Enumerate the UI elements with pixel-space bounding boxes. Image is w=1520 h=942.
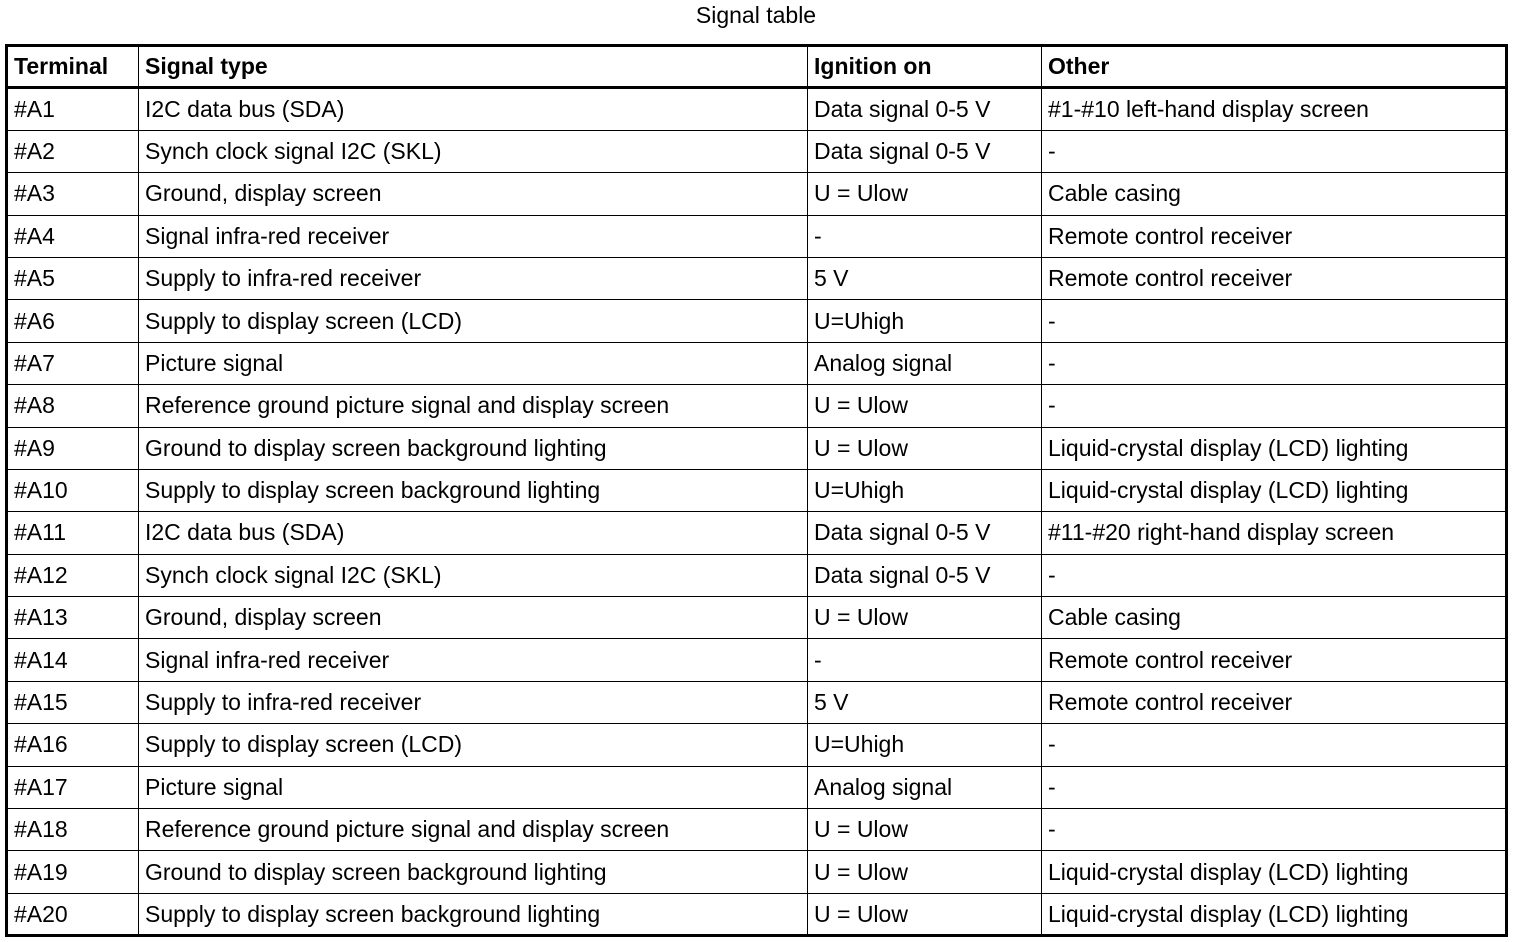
terminal-cell: #A7 [7,342,139,384]
ignition-on-cell: Data signal 0-5 V [808,512,1042,554]
terminal-cell: #A2 [7,130,139,172]
ignition-on-cell: U = Ulow [808,809,1042,851]
other-cell: Cable casing [1042,173,1507,215]
other-cell: Liquid-crystal display (LCD) lighting [1042,893,1507,935]
terminal-cell: #A4 [7,215,139,257]
table-row [7,554,1507,596]
terminal-cell: #A8 [7,385,139,427]
ignition-on-cell: - [808,639,1042,681]
terminal-cell: #A17 [7,766,139,808]
other-cell: - [1042,342,1507,384]
table-row [7,215,1507,257]
signal-type-cell: Supply to display screen (LCD) [139,724,808,766]
signal-type-cell: Supply to infra-red receiver [139,257,808,299]
ignition-on-cell: Data signal 0-5 V [808,130,1042,172]
table-row [7,257,1507,299]
signal-type-cell: Synch clock signal I2C (SKL) [139,130,808,172]
ignition-on-cell: U = Ulow [808,427,1042,469]
table-body [7,88,1507,936]
signal-type-cell: Reference ground picture signal and display screen [139,385,808,427]
table-row [7,88,1507,130]
table-header [7,46,1507,88]
signal-type-cell: Ground, display screen [139,597,808,639]
terminal-cell: #A3 [7,173,139,215]
table-row [7,766,1507,808]
other-cell: - [1042,809,1507,851]
table-row [7,809,1507,851]
table-row [7,469,1507,511]
ignition-on-cell: 5 V [808,681,1042,723]
other-cell: - [1042,724,1507,766]
terminal-cell: #A13 [7,597,139,639]
other-cell: - [1042,554,1507,596]
ignition-on-cell: U = Ulow [808,851,1042,893]
other-cell: Remote control receiver [1042,215,1507,257]
ignition-on-cell: - [808,215,1042,257]
ignition-on-cell: Analog signal [808,766,1042,808]
column-header-terminal: Terminal [7,46,139,88]
terminal-cell: #A20 [7,893,139,935]
signal-type-cell: Supply to display screen (LCD) [139,300,808,342]
other-cell: #1-#10 left-hand display screen [1042,88,1507,130]
ignition-on-cell: Analog signal [808,342,1042,384]
signal-type-cell: Synch clock signal I2C (SKL) [139,554,808,596]
other-cell: #11-#20 right-hand display screen [1042,512,1507,554]
other-cell: - [1042,385,1507,427]
signal-type-cell: Ground to display screen background lighting [139,427,808,469]
other-cell: Remote control receiver [1042,257,1507,299]
ignition-on-cell: U = Ulow [808,385,1042,427]
other-cell: - [1042,300,1507,342]
signal-type-cell: Supply to infra-red receiver [139,681,808,723]
terminal-cell: #A19 [7,851,139,893]
ignition-on-cell: U=Uhigh [808,469,1042,511]
terminal-cell: #A6 [7,300,139,342]
terminal-cell: #A10 [7,469,139,511]
ignition-on-cell: 5 V [808,257,1042,299]
table-row [7,427,1507,469]
signal-type-cell: Reference ground picture signal and display screen [139,809,808,851]
other-cell: Remote control receiver [1042,639,1507,681]
signal-type-cell: Supply to display screen background lighting [139,893,808,935]
signal-type-cell: Picture signal [139,342,808,384]
ignition-on-cell: Data signal 0-5 V [808,554,1042,596]
table-row [7,385,1507,427]
signal-type-cell: Ground to display screen background lighting [139,851,808,893]
signal-type-cell: Supply to display screen background lighting [139,469,808,511]
column-header-signal-type: Signal type [139,46,808,88]
signal-type-cell: Picture signal [139,766,808,808]
terminal-cell: #A14 [7,639,139,681]
header-row [7,46,1507,88]
terminal-cell: #A18 [7,809,139,851]
table-row [7,893,1507,935]
terminal-cell: #A16 [7,724,139,766]
terminal-cell: #A15 [7,681,139,723]
signal-type-cell: Ground, display screen [139,173,808,215]
signal-type-cell: Signal infra-red receiver [139,215,808,257]
table-row [7,597,1507,639]
signal-table [5,44,1508,937]
terminal-cell: #A5 [7,257,139,299]
terminal-cell: #A1 [7,88,139,130]
other-cell: Liquid-crystal display (LCD) lighting [1042,469,1507,511]
other-cell: - [1042,766,1507,808]
terminal-cell: #A12 [7,554,139,596]
other-cell: Cable casing [1042,597,1507,639]
other-cell: Liquid-crystal display (LCD) lighting [1042,427,1507,469]
ignition-on-cell: U=Uhigh [808,724,1042,766]
column-header-other: Other [1042,46,1507,88]
signal-type-cell: I2C data bus (SDA) [139,88,808,130]
table-row [7,681,1507,723]
table-row [7,512,1507,554]
other-cell: - [1042,130,1507,172]
ignition-on-cell: Data signal 0-5 V [808,88,1042,130]
signal-type-cell: I2C data bus (SDA) [139,512,808,554]
ignition-on-cell: U = Ulow [808,173,1042,215]
table-caption: Signal table [695,2,817,28]
table-row [7,724,1507,766]
column-header-ignition-on: Ignition on [808,46,1042,88]
table-row [7,130,1507,172]
ignition-on-cell: U = Ulow [808,597,1042,639]
table-row [7,639,1507,681]
ignition-on-cell: U = Ulow [808,893,1042,935]
table-row [7,173,1507,215]
ignition-on-cell: U=Uhigh [808,300,1042,342]
signal-type-cell: Signal infra-red receiver [139,639,808,681]
terminal-cell: #A11 [7,512,139,554]
table-row [7,342,1507,384]
table-row [7,300,1507,342]
other-cell: Liquid-crystal display (LCD) lighting [1042,851,1507,893]
table-row [7,851,1507,893]
other-cell: Remote control receiver [1042,681,1507,723]
terminal-cell: #A9 [7,427,139,469]
